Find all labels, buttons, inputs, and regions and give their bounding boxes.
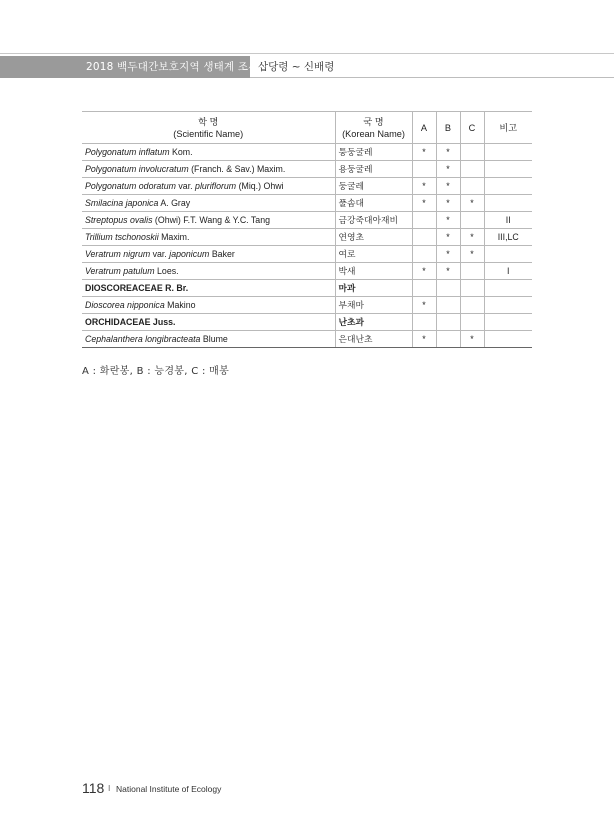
site-a-cell [412,229,436,246]
species-row [82,229,532,246]
note-cell: I [484,263,532,280]
italic-name-part: Veratrum patulum [85,266,155,276]
korean-name-cell: 풀솜대 [335,195,412,212]
korean-name-cell: 둥굴레 [335,178,412,195]
name-part: var. [175,181,196,191]
site-a-cell [412,280,436,297]
italic-name-part: Polygonatum inflatum [85,147,170,157]
site-b-cell: * [436,144,460,161]
note-cell [484,195,532,212]
site-b-cell: * [436,263,460,280]
italic-name-part: Veratrum nigrum [85,249,151,259]
site-b-cell: * [436,161,460,178]
korean-name-cell: 난초과 [335,314,412,331]
species-row [82,263,532,280]
note-cell [484,314,532,331]
note-cell [484,178,532,195]
header-col-b: B [436,112,460,144]
note-cell [484,161,532,178]
scientific-name-cell [82,246,335,263]
site-a-cell: * [412,331,436,348]
site-a-cell [412,314,436,331]
site-c-cell [460,144,484,161]
note-cell [484,331,532,348]
species-table [82,111,532,348]
site-a-cell: * [412,144,436,161]
italic-name-part: Polygonatum involucratum [85,164,189,174]
korean-name-cell: 은대난초 [335,331,412,348]
header-scientific-name [82,112,335,144]
scientific-name-cell [82,212,335,229]
korean-name-cell: 용둥굴레 [335,161,412,178]
site-c-cell [460,178,484,195]
top-rule [0,53,614,54]
name-part: Makino [164,300,196,310]
site-c-cell: * [460,246,484,263]
italic-name-part: pluriflorum [195,181,237,191]
header-korean-en: (Korean Name) [342,128,405,139]
korean-name-cell: 박새 [335,263,412,280]
header-korean-ko: 국 명 [363,116,384,127]
header-korean-name [335,112,412,144]
name-part: DIOSCOREACEAE R. Br. [85,283,189,293]
name-part: Loes. [154,266,179,276]
italic-name-part: Trillium tschonoskii [85,232,159,242]
species-row [82,144,532,161]
site-b-cell [436,280,460,297]
korean-name-cell: 마과 [335,280,412,297]
name-part: Blume [200,334,228,344]
site-b-cell: * [436,195,460,212]
family-row [82,280,532,297]
site-c-cell [460,297,484,314]
italic-name-part: Dioscorea nipponica [85,300,165,310]
italic-name-part: Cephalanthera longibracteata [85,334,201,344]
footer-separator: I [108,784,111,793]
site-legend: A : 화란봉, B : 능경봉, C : 매봉 [82,366,230,377]
header-note: 비고 [484,112,532,144]
site-c-cell: * [460,229,484,246]
header-col-a: A [412,112,436,144]
header-col-c: C [460,112,484,144]
site-c-cell: * [460,195,484,212]
scientific-name-cell [82,297,335,314]
site-a-cell: * [412,178,436,195]
site-a-cell: * [412,263,436,280]
site-b-cell: * [436,212,460,229]
site-c-cell [460,263,484,280]
italic-name-part: Streptopus ovalis [85,215,153,225]
site-c-cell [460,161,484,178]
scientific-name-cell [82,280,335,297]
site-c-cell [460,212,484,229]
name-part: (Ohwi) F.T. Wang & Y.C. Tang [152,215,270,225]
site-a-cell: * [412,297,436,314]
site-b-cell: * [436,229,460,246]
site-b-cell [436,331,460,348]
site-b-cell: * [436,246,460,263]
site-b-cell: * [436,178,460,195]
korean-name-cell: 금강죽대아재비 [335,212,412,229]
name-part: Maxim. [158,232,190,242]
site-c-cell [460,314,484,331]
name-part: ORCHIDACEAE Juss. [85,317,176,327]
species-row [82,212,532,229]
header-scientific-ko: 학 명 [198,116,219,127]
name-part: A. Gray [158,198,191,208]
site-a-cell: * [412,195,436,212]
species-row [82,195,532,212]
scientific-name-cell [82,229,335,246]
korean-name-cell: 부채마 [335,297,412,314]
italic-name-part: japonicum [169,249,210,259]
site-a-cell [412,246,436,263]
scientific-name-cell [82,331,335,348]
name-part: Kom. [169,147,193,157]
scientific-name-cell [82,144,335,161]
site-b-cell [436,297,460,314]
family-row [82,314,532,331]
page-number: 118 [82,780,105,796]
header-scientific-en: (Scientific Name) [173,128,244,139]
running-header-title: 2018 백두대간보호지역 생태계 조사 [0,56,250,78]
note-cell [484,144,532,161]
scientific-name-cell [82,314,335,331]
italic-name-part: Polygonatum odoratum [85,181,176,191]
running-header-subtitle: 삽당령 ~ 신배령 [258,61,335,73]
species-row [82,297,532,314]
note-cell: II [484,212,532,229]
table-header-row [82,112,532,144]
note-cell [484,246,532,263]
scientific-name-cell [82,195,335,212]
name-part: (Franch. & Sav.) Maxim. [188,164,286,174]
species-row [82,161,532,178]
note-cell [484,297,532,314]
scientific-name-cell [82,178,335,195]
site-c-cell [460,280,484,297]
site-b-cell [436,314,460,331]
site-a-cell [412,212,436,229]
name-part: var. [150,249,170,259]
species-row [82,331,532,348]
site-c-cell: * [460,331,484,348]
header-underline [250,77,614,78]
species-table-body [82,144,532,348]
korean-name-cell: 여로 [335,246,412,263]
footer-publisher: National Institute of Ecology [116,784,222,794]
scientific-name-cell [82,161,335,178]
species-row [82,178,532,195]
note-cell: III,LC [484,229,532,246]
site-a-cell [412,161,436,178]
korean-name-cell: 퉁둥굴레 [335,144,412,161]
name-part: (Miq.) Ohwi [236,181,284,191]
scientific-name-cell [82,263,335,280]
korean-name-cell: 연영초 [335,229,412,246]
species-row [82,246,532,263]
note-cell [484,280,532,297]
italic-name-part: Smilacina japonica [85,198,159,208]
name-part: Baker [209,249,235,259]
